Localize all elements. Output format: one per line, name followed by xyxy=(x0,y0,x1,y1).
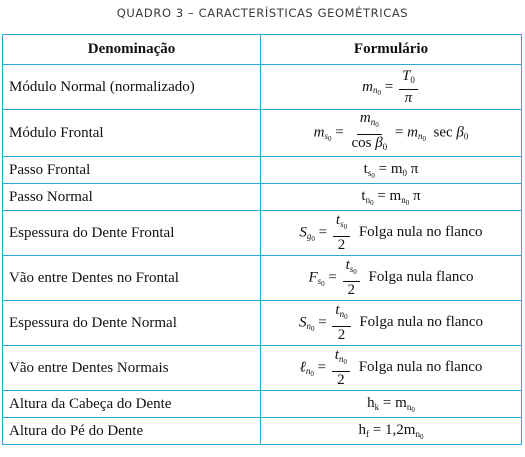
row-label: Módulo Normal (normalizado) xyxy=(3,65,261,110)
table-caption: QUADRO 3 – CARACTERÍSTICAS GEOMÉTRICAS xyxy=(116,6,409,20)
table-row xyxy=(3,418,522,445)
table-row xyxy=(3,346,522,391)
column-header-denominacao: Denominação xyxy=(3,35,261,65)
table-row xyxy=(3,211,522,256)
formula-normal-module: $m_{n_0}$ = $\frac{T_0}{\pi}$ xyxy=(261,65,522,110)
table-row xyxy=(3,184,522,211)
row-label: Altura da Cabeça do Dente xyxy=(3,391,261,418)
row-label: Vão entre Dentes Normais xyxy=(3,346,261,391)
formula-dedendum: $h_f = 1,2m_{n_0}$ xyxy=(261,418,522,445)
formula-frontal-pitch: $t_{s_0} = m_0$ π xyxy=(261,157,522,184)
formula-normal-pitch: $t_{n_0} = m_{n_0}$ π xyxy=(261,184,522,211)
geometric-characteristics-table xyxy=(2,34,522,445)
table-header-row xyxy=(3,35,522,65)
formula-frontal-module: $m_{s_0}$ = $\frac{m_{n_0}}{\cos \beta_0}$ = $m_{n_0}$ $\sec \beta_0$ xyxy=(261,110,522,157)
table-row xyxy=(3,256,522,301)
table-row xyxy=(3,65,522,110)
table-row xyxy=(3,301,522,346)
table-row xyxy=(3,391,522,418)
row-label: Espessura do Dente Frontal xyxy=(3,211,261,256)
table-row xyxy=(3,157,522,184)
column-header-formulario: Formulário xyxy=(261,35,522,65)
row-label: Altura do Pé do Dente xyxy=(3,418,261,445)
formula-normal-tooth-thickness: $S_{n_0}$ = $\frac{t_{n_0}}{2}$ Folga nula no flanco xyxy=(261,301,522,346)
row-label: Módulo Frontal xyxy=(3,110,261,157)
formula-normal-tooth-gap: ℓ$_{n_0}$ = $\frac{t_{n_0}}{2}$ Folga nula no flanco xyxy=(261,346,522,391)
table-row xyxy=(3,110,522,157)
formula-addendum: $h_k = m_{n_0}$ xyxy=(261,391,522,418)
row-label: Passo Normal xyxy=(3,184,261,211)
row-label: Passo Frontal xyxy=(3,157,261,184)
formula-frontal-tooth-thickness: $S_{g_0}$ = $\frac{t_{s_0}}{2}$ Folga nula no flanco xyxy=(261,211,522,256)
row-label: Espessura do Dente Normal xyxy=(3,301,261,346)
row-label: Vão entre Dentes no Frontal xyxy=(3,256,261,301)
formula-frontal-tooth-gap: $F_{s_0}$ = $\frac{t_{s_0}}{2}$ Folga nula flanco xyxy=(261,256,522,301)
